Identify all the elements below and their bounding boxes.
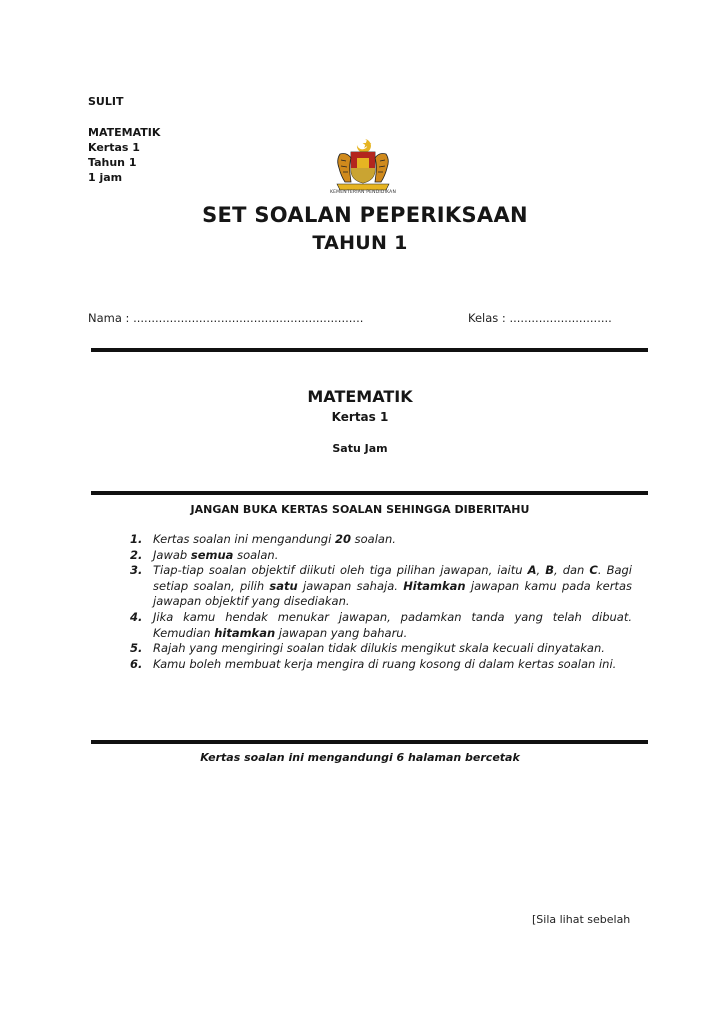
subject-heading: MATEMATIK xyxy=(307,387,413,406)
instruction-item: 3. Tiap-tiap soalan objektif diikuti oleh tiga pilihan jawapan, iaitu A, B, dan C. Bagi setiap soalan, pilih satu jawapan sahaja. Hitamkan jawapan kamu pada kertas jawapan objektif yang disediakan. xyxy=(130,563,633,609)
year-label: Tahun 1 xyxy=(88,156,137,169)
instruction-item: 4. Jika kamu hendak menukar jawapan, padamkan tanda yang telah dibuat. Kemudian hitamkan jawapan yang baharu. xyxy=(130,609,632,640)
paper-label: Kertas 1 xyxy=(88,141,140,154)
coat-of-arms-icon xyxy=(331,136,395,194)
class-field: Kelas : ............................ xyxy=(468,311,612,325)
crest-caption: KEMENTERIAN PENDIDIKAN xyxy=(329,190,397,195)
paper-info-block xyxy=(88,125,160,185)
instruction-item: 5. Rajah yang mengiringi soalan tidak dilukis mengikut skala kecuali dinyatakan. xyxy=(130,641,605,656)
question-count: 20 xyxy=(334,532,351,546)
page-title: SET SOALAN PEPERIKSAAN xyxy=(202,203,528,227)
page-subtitle: TAHUN 1 xyxy=(312,232,408,254)
divider xyxy=(91,491,648,495)
instruction-item: 2. Jawab semua soalan. xyxy=(130,547,279,562)
subject-label: MATEMATIK xyxy=(88,126,161,139)
instruction-number: 6. xyxy=(130,656,143,671)
paper-heading: Kertas 1 xyxy=(331,410,389,424)
instruction-number: 5. xyxy=(130,641,143,656)
instruction-number: 1. xyxy=(130,532,143,546)
instruction-item: 1. Kertas soalan ini mengandungi 20 soalan. xyxy=(130,532,396,546)
instruction-item: 6. Kamu boleh membuat kerja mengira di ruang kosong di dalam kertas soalan ini. xyxy=(130,656,617,671)
instruction-number: 2. xyxy=(130,547,143,562)
page-count-note: Kertas soalan ini mengandungi 6 halaman bercetak xyxy=(200,751,520,764)
divider xyxy=(91,740,648,744)
divider xyxy=(91,348,648,352)
instruction-number: 4. xyxy=(130,609,143,624)
classification-label: SULIT xyxy=(88,95,124,108)
instruction-number: 3. xyxy=(130,563,143,578)
warning-heading: JANGAN BUKA KERTAS SOALAN SEHINGGA DIBERITAHU xyxy=(190,503,530,516)
duration-label: 1 jam xyxy=(88,171,123,184)
turn-page-note: [Sila lihat sebelah xyxy=(532,913,631,926)
time-heading: Satu Jam xyxy=(332,442,388,455)
instructions-list xyxy=(130,532,632,672)
name-field: Nama : ............................................................... xyxy=(88,311,364,325)
